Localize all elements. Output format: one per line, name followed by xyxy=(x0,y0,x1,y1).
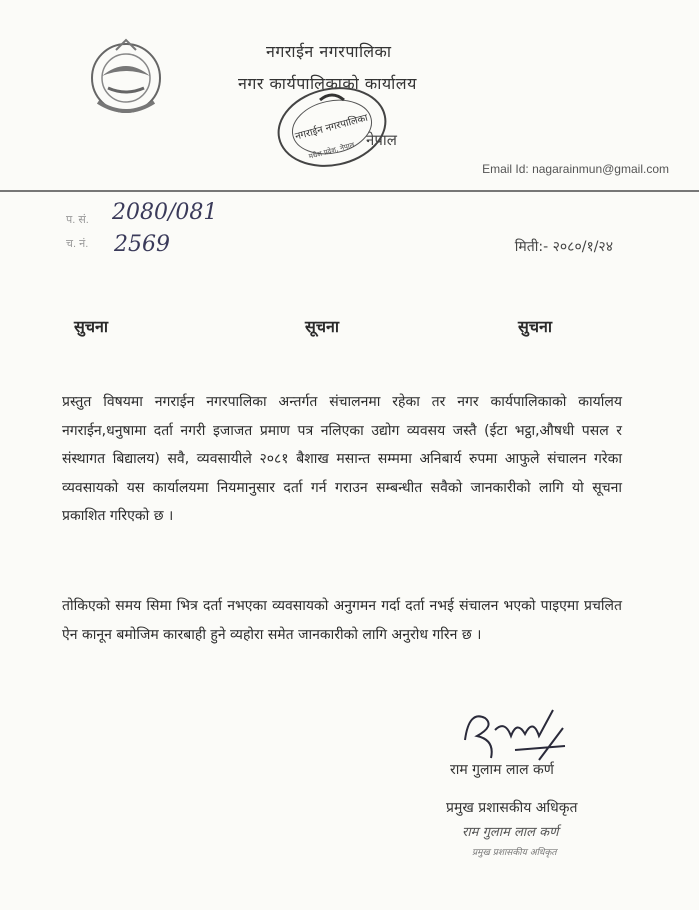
notice-paragraph-2: तोकिएको समय सिमा भित्र दर्ता नभएका व्यवसायको अनुगमन गर्दा दर्ता नभई संचालन भएको पाइएमा प्रचलित ऐन कानून बमोजिम कारबाही हुने व्यहोरा समेत जानकारीको लागि अनुरोध गरिन छ । xyxy=(62,598,622,643)
municipality-name: नगराईन नगरपालिका xyxy=(266,42,392,61)
notice-title-center: सूचना xyxy=(305,317,340,336)
patra-sankhya-value: 2080/081 xyxy=(112,200,218,225)
svg-text:मधेश प्रदेश, नेपाल: मधेश प्रदेश, नेपाल xyxy=(307,141,356,161)
notice-title-left: सुचना xyxy=(74,317,109,336)
notice-paragraph-1: प्रस्तुत विषयमा नगराईन नगरपालिका अन्तर्गत संचालनमा रहेका तर नगर कार्यपालिकाको कार्यालय नगराईन,धनुषामा दर्ता नगरी इजाजत प्रमाण पत्र नलिएका उद्योग व्यवसय जस्तै (ईटा भट्ठा,औषधी पसल र संस्थागत बिद्यालय) सवै, व्यवसायीले २०८१ बैशाख मसान्त सम्ममा अनिबार्य रुपमा आफुले संचालन गरेका व्यवसायको यस कार्यालयमा नियमानुसार दर्ता गर्न गराउन सम्बन्धीत सवैको जानकारीको लागि यो सूचना प्रकाशित गरिएको छ । xyxy=(62,394,622,524)
stamp-signatory-name: राम गुलाम लाल कर्ण xyxy=(462,825,559,840)
chalani-number-value: 2569 xyxy=(114,232,170,257)
nepal-emblem-icon xyxy=(86,36,166,120)
signatory-name: राम गुलाम लाल कर्ण xyxy=(450,762,554,778)
document-date: मिती:- २०८०/१/२४ xyxy=(514,239,613,255)
office-name: नगर कार्यपालिकाको कार्यालय xyxy=(238,74,417,93)
stamp-signatory-title: प्रमुख प्रशासकीय अधिकृत xyxy=(472,848,557,858)
municipality-seal-icon xyxy=(272,82,392,172)
email-address: Email Id: nagarainmun@gmail.com xyxy=(482,162,669,176)
signatory-title: प्रमुख प्रशासकीय अधिकृत xyxy=(446,800,578,816)
notice-title-right: सुचना xyxy=(518,317,553,336)
header-divider xyxy=(0,190,699,192)
chalani-number-label: च. नं. xyxy=(66,238,89,250)
patra-sankhya-label: प. सं. xyxy=(66,214,89,226)
office-location: नेपाल xyxy=(366,131,397,149)
svg-text:नगराईन नगरपालिका: नगराईन नगरपालिका xyxy=(294,112,369,143)
